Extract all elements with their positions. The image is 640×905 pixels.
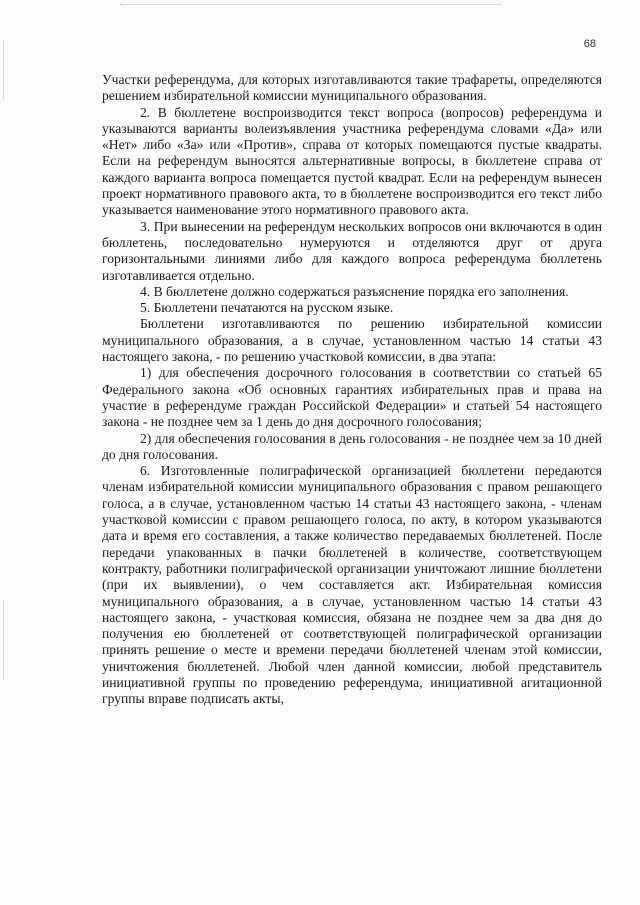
- paragraph-item-2: 2. В бюллетене воспроизводится текст вопроса (вопросов) референдума и указываются варианты волеизъявления участника референдума словами «Да» или «Нет» либо «За» или «Против», справа от которых помещаются пустые квадраты. Если на референдум выносятся альтернативные вопросы, в бюллетене справа от каждого варианта вопроса помещается пустой квадрат. Если на референдум вынесен проект нормативного правового акта, то в бюллетене воспроизводится его текст либо указывается наименование этого нормативного правового акта.: [102, 104, 602, 218]
- paragraph-item-3: 3. При вынесении на референдум нескольких вопросов они включаются в один бюллетень, последовательно нумеруются и отделяются друг от друга горизонтальными линиями либо для каждого вопроса референдума бюллетень изготавливается отдельно.: [102, 218, 602, 283]
- document-body: [102, 72, 602, 708]
- paragraph-ballot-production: Бюллетени изготавливаются по решению избирательной комиссии муниципального образования, а в случае, установленном частью 14 статьи 43 настоящего закона, - по решению участковой комиссии, в два этапа:: [102, 316, 602, 365]
- page-number: 68: [583, 38, 596, 50]
- scan-left-edge-mark: [3, 600, 4, 680]
- paragraph-stage-2: 2) для обеспечения голосования в день голосования - не позднее чем за 10 дней до дня голосования.: [102, 430, 602, 462]
- paragraph-item-5: 5. Бюллетени печатаются на русском языке.: [140, 300, 394, 316]
- paragraph-item-4: 4. В бюллетене должно содержаться разъяснение порядка его заполнения.: [140, 283, 569, 299]
- scan-left-edge-mark: [3, 40, 4, 100]
- paragraph-continuation: Участки референдума, для которых изготавливаются такие трафареты, определяются решением избирательной комиссии муниципального образования.: [102, 72, 602, 104]
- scan-top-edge: [120, 4, 500, 6]
- paragraph-stage-1: 1) для обеспечения досрочного голосования в соответствии со статьей 65 Федерального закона «Об основных гарантиях избирательных прав и права на участие в референдуме граждан Российской Федерации» и статьей 54 настоящего закона - не позднее чем за 1 день до дня досрочного голосования;: [102, 365, 602, 430]
- paragraph-item-6: 6. Изготовленные полиграфической организацией бюллетени передаются членам избирательной комиссии муниципального образования с правом решающего голоса, а в случае, установленном частью 14 статьи 43 настоящего закона, - членам участковой комиссии с правом решающего голоса, по акту, в котором указываются дата и время его составления, а также количество передаваемых бюллетеней. После передачи упакованных в пачки бюллетеней в количестве, соответствующем контракту, работники полиграфической организации уничтожают лишние бюллетени (при их выявлении), о чем составляется акт. Избирательная комиссия муниципального образования, а в случае, установленном частью 14 статьи 43 настоящего закона, - участковая комиссия, обязана не позднее чем за два дня до получения ею бюллетеней от соответствующей полиграфической организации принять решение о месте и времени передачи бюллетеней членам этой комиссии, уничтожения бюллетеней. Любой член данной комиссии, любой представитель инициативной группы по проведению референдума, инициативной агитационной группы вправе подписать акты,: [102, 463, 602, 707]
